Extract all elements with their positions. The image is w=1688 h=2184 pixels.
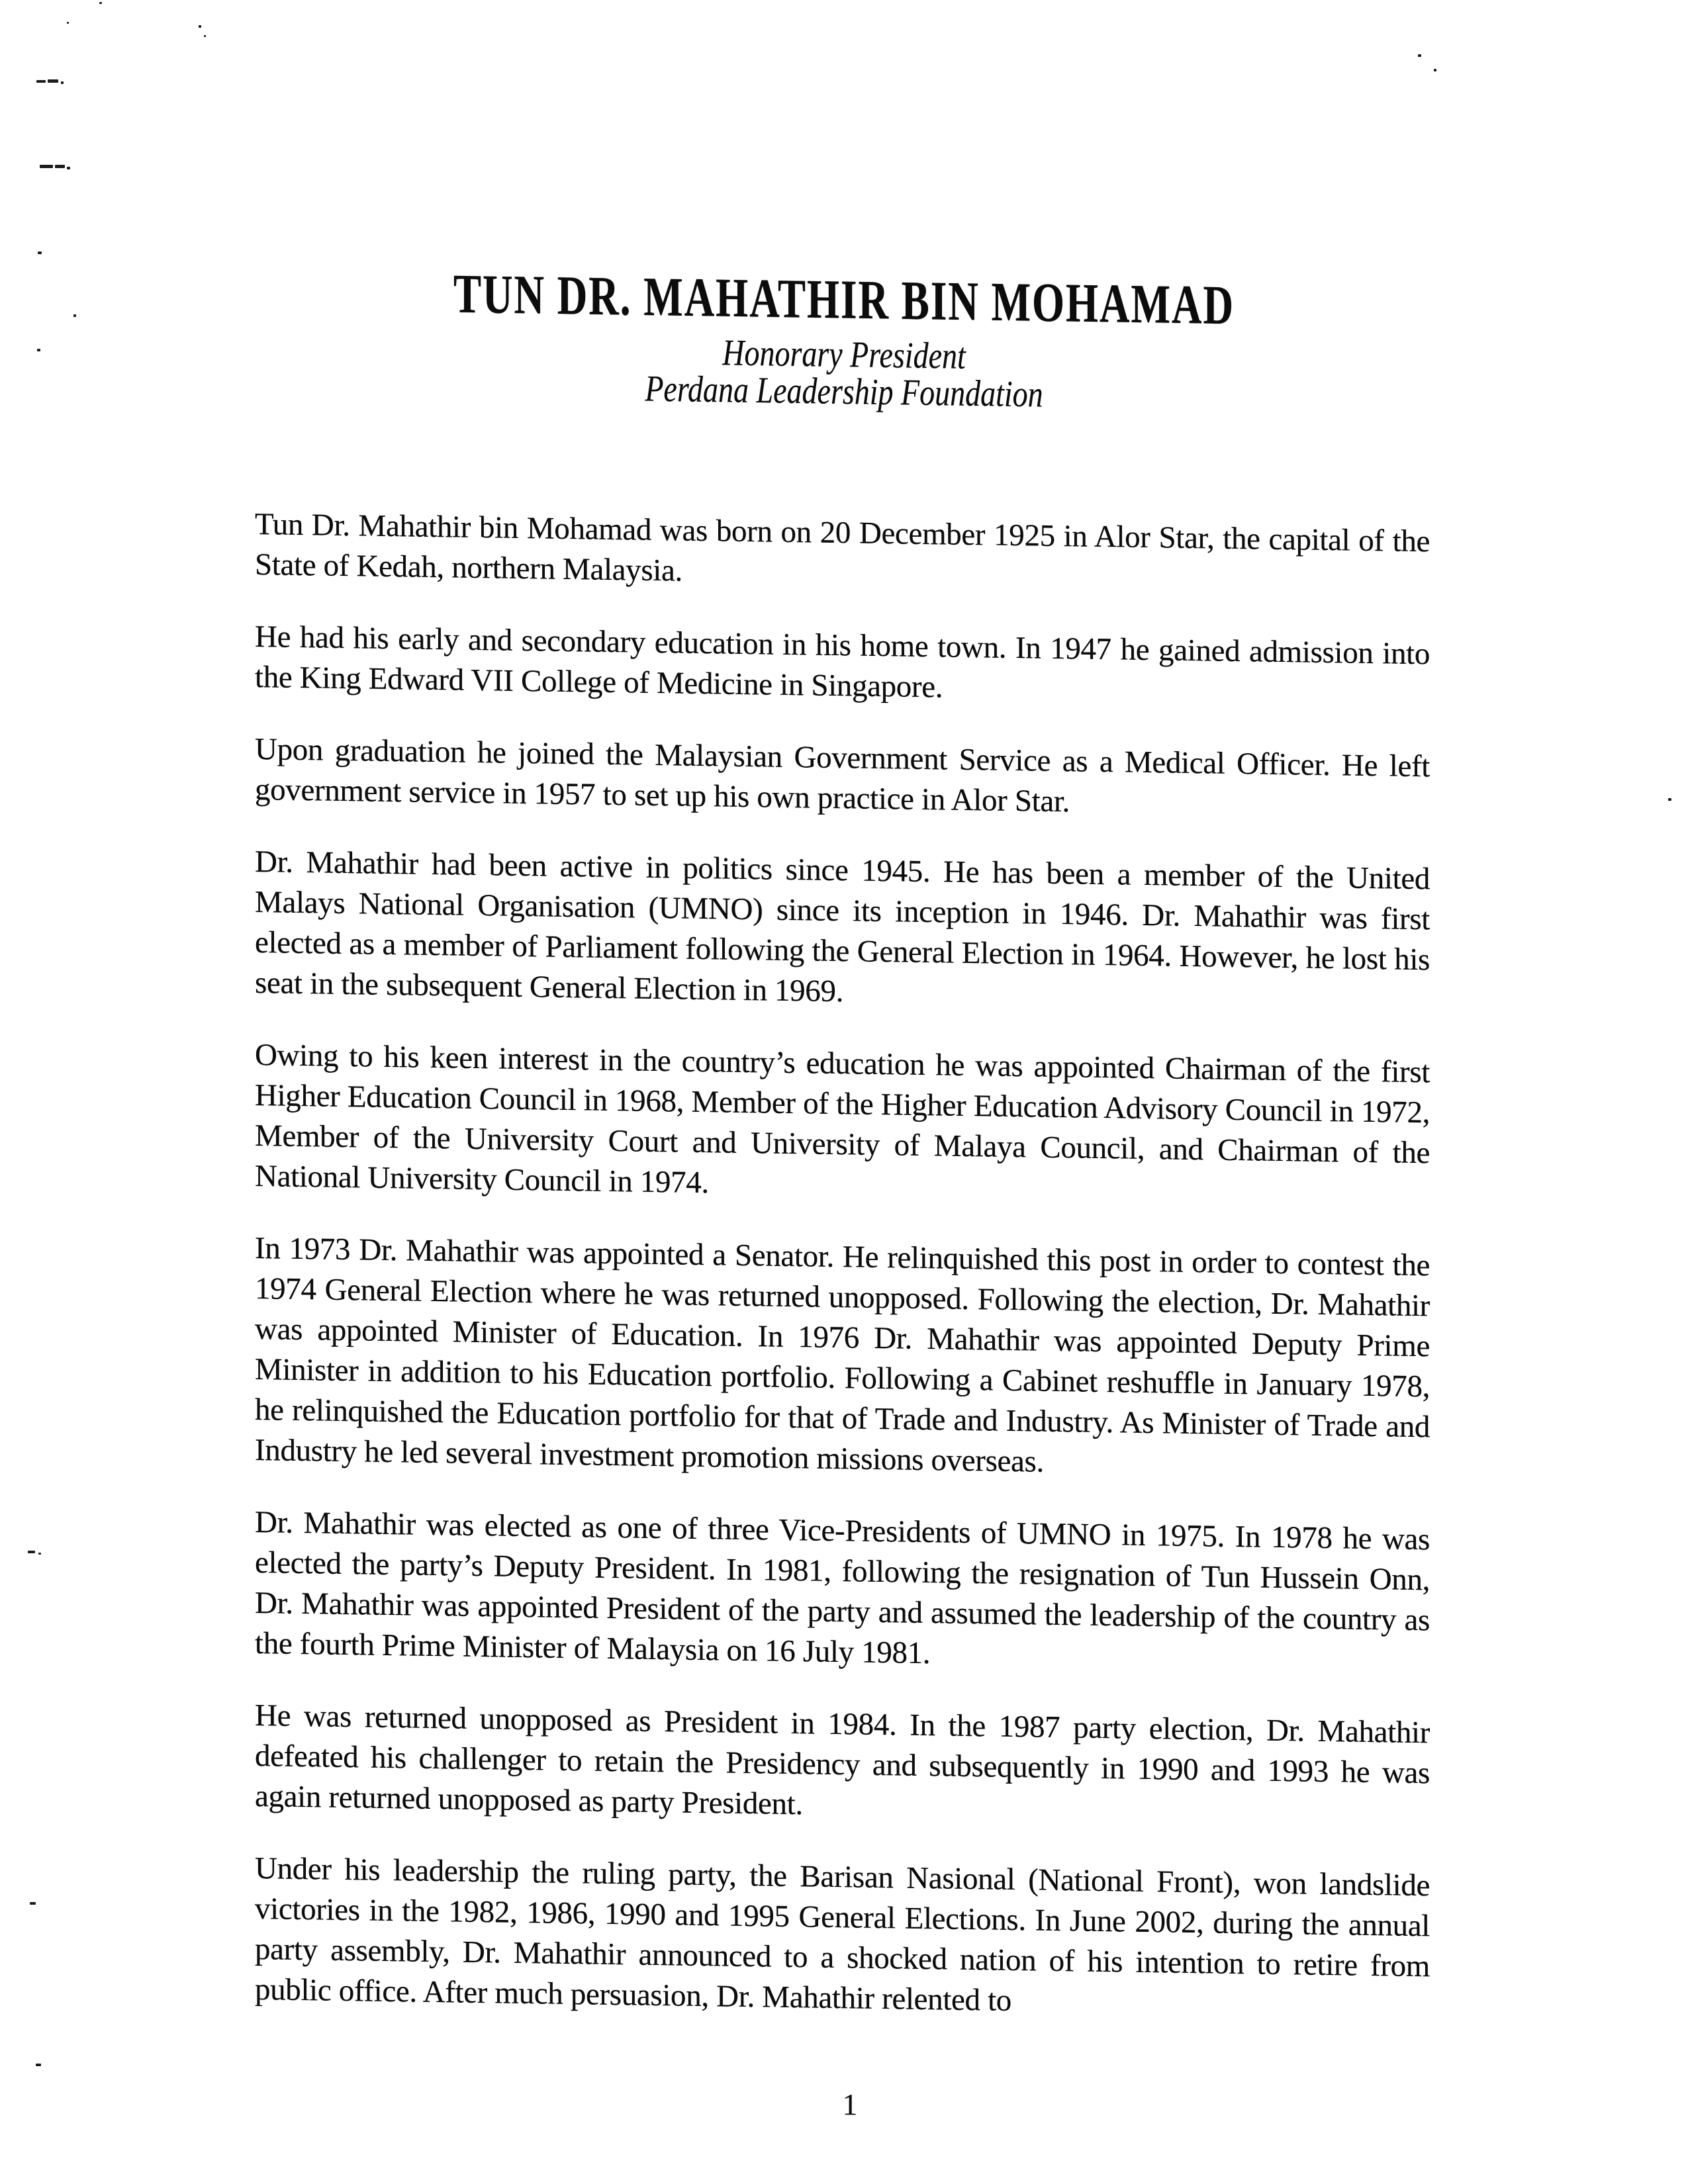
paragraph-politics: Dr. Mahathir had been active in politics since 1945. He has been a member of the United Malays National Organisation (UMNO) since its inception in 1946. Dr. Mahathir was first elected as a member of Parliament following the General Election in 1964. However, he lost his seat in the subsequent General Election in 1969. — [255, 844, 1430, 1009]
scan-artifact — [204, 35, 206, 37]
document-header — [0, 0, 1688, 425]
paragraph-education: He had his early and secondary education in his home town. In 1947 he gained admission into the King Edward VII College of Medicine in Singapore. — [255, 619, 1430, 705]
scan-artifact — [67, 22, 69, 24]
subtitle-organisation-text: Perdana Leadership Foundation — [645, 367, 1043, 415]
page-number — [0, 2074, 1688, 2134]
scan-artifact — [30, 1902, 36, 1905]
scan-artifact — [40, 165, 53, 168]
document-title-text: TUN DR. MAHATHIR BIN MOHAMAD — [453, 263, 1235, 336]
scan-artifact — [1418, 54, 1421, 57]
scan-artifact — [99, 2, 102, 4]
paragraph-barisan-nasional: Under his leadership the ruling party, the Barisan Nasional (National Front), won landslide victories in the 1982, 1986, 1990 and 1995 General Elections. In June 2002, during the annual party assembly, Dr. Mahathir announced to a shocked nation of his intention to retire from public office. After much persuasion, Dr. Mahathir relented to — [255, 1851, 1430, 2018]
scan-artifact — [36, 80, 46, 83]
biography-body — [255, 504, 1430, 2027]
scan-artifact — [37, 349, 40, 351]
paragraph-party-president: Dr. Mahathir was elected as one of three Vice-Presidents of UMNO in 1975. In 1978 he was elected the party’s Deputy President. In 1981, following the resignation of Tun Hussein Onn, Dr. Mahathir was appointed President of the party and assumed the leadership of the country as the fourth Prime Minister of Malaysia on 16 July 1981. — [255, 1505, 1430, 1671]
scan-artifact — [1668, 798, 1671, 801]
scan-artifact — [61, 81, 64, 84]
subtitle-role-text: Honorary President — [722, 332, 966, 377]
scan-artifact — [73, 314, 76, 317]
scan-artifact — [36, 2064, 41, 2066]
scan-artifact — [28, 1551, 35, 1553]
paragraph-reelection: He was returned unopposed as President in 1984. In the 1987 party election, Dr. Mahathir defeated his challenger to retain the Presidency and subsequently in 1990 and 1993 he was again returned unopposed as party President. — [255, 1698, 1430, 1822]
paragraph-senator-minister: In 1973 Dr. Mahathir was appointed a Senator. He relinquished this post in order to contest the 1974 General Election where he was returned unopposed. Following the election, Dr. Mahathir was appointed Minister of Education. In 1976 Dr. Mahathir was appointed Deputy Prime Minister in addition to his Education portfolio. Following a Cabinet reshuffle in January 1978, he relinquished the Education portfolio for that of Trade and Industry. As Minister of Trade and Industry he led several investment promotion missions overseas. — [255, 1231, 1430, 1479]
scan-artifact — [199, 25, 201, 28]
paragraph-birth: Tun Dr. Mahathir bin Mohamad was born on 20 December 1925 in Alor Star, the capital of the State of Kedah, northern Malaysia. — [255, 507, 1430, 588]
scan-artifact — [55, 165, 65, 168]
scan-artifact — [1434, 69, 1436, 71]
scan-artifact — [38, 1553, 41, 1555]
paragraph-medical-service: Upon graduation he joined the Malaysian Government Service as a Medical Officer. He left government service in 1957 to set up his own practice in Alor Star. — [255, 732, 1430, 819]
page-number-text: 1 — [842, 2087, 858, 2122]
scan-artifact — [38, 251, 42, 254]
paragraph-education-councils: Owing to his keen interest in the country’s education he was appointed Chairman of the first Higher Education Council in 1968, Member of the Higher Education Advisory Council in 1972, Member of the University Court and University of Malaya Council, and Chairman of the National University Council in 1974. — [255, 1038, 1430, 1201]
scan-artifact — [48, 79, 58, 83]
scan-artifact — [67, 167, 70, 169]
